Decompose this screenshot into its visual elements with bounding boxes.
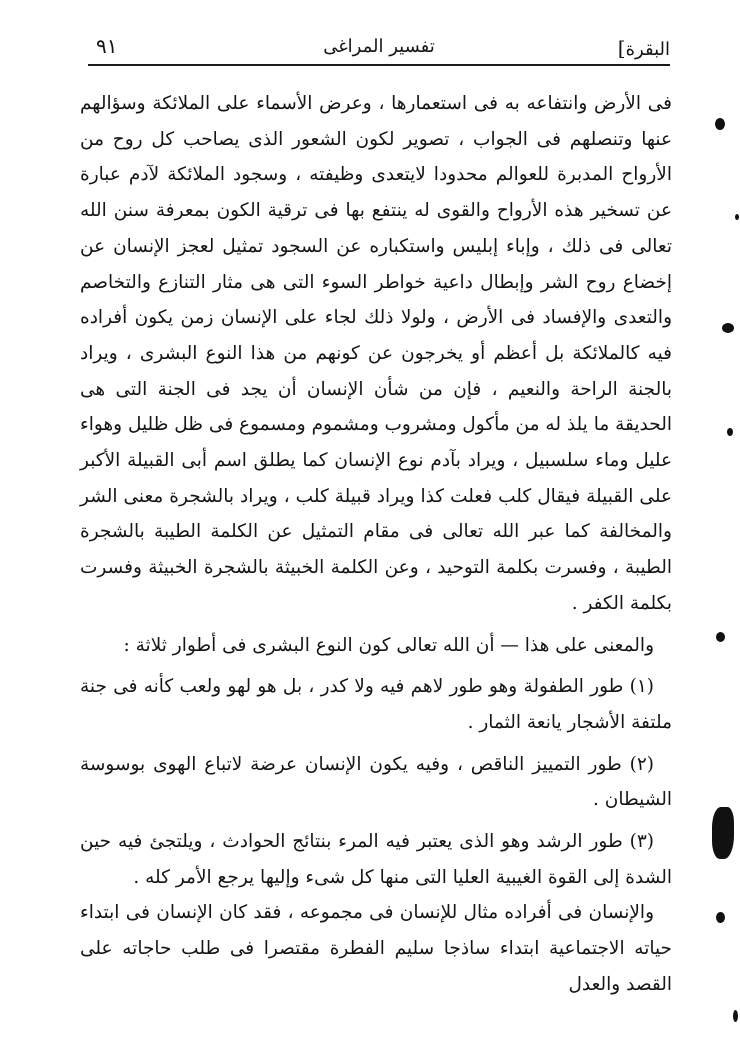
surah-name [618, 36, 670, 60]
surah-bracket: ] [617, 36, 626, 60]
scan-ink-blot [712, 807, 734, 859]
surah-label: البقرة [625, 39, 670, 60]
header-rule [88, 64, 670, 66]
scan-speck [727, 428, 733, 436]
paragraph-stage-2: (٢) طور التمييز الناقص ، وفيه يكون الإنسان عرضة لاتباع الهوى بوسوسة الشيطان . [80, 753, 672, 811]
page-header [88, 32, 670, 70]
paragraph-stage-1: (١) طور الطفولة وهو طور لاهم فيه ولا كدر ، بل هو لهو ولعب كأنه فى جنة ملتفة الأشجار يانعة الثمار . [80, 676, 672, 733]
scan-speck [733, 1010, 738, 1022]
paragraph-main: فى الأرض وانتفاعه به فى استعمارها ، وعرض الأسماء على الملائكة وسؤالهم عنها وتنصلهم فى الجواب ، تصوير لكون الشعور الذى يصاحب كل روح من الأرواح المدبرة للعوالم محدودا لايتعدى وظيفته ، وسجود الملائكة لآدم عبارة عن تسخير هذه الأرواح والقوى له ينتفع بها فى ترقية الكون بمعرفة سنن الله تعالى فى ذلك ، وإباء إبليس واستكباره عن السجود تمثيل لعجز الإنسان عن إخضاع روح الشر وإبطال داعية خواطر السوء التى هى مثار التنازع والتخاصم والتعدى والإفساد فى الأرض ، ولولا ذلك لجاء على الإنسان زمن يكون أفراده فيه كالملائكة بل أعظم أو يخرجون عن كونهم من هذا النوع البشرى ، ويراد بالجنة الراحة والنعيم ، فإن من شأن الإنسان أن يجد فى الجنة التى هى الحديقة ما يلذ له من مأكول ومشروب ومشموم ومسموع فى ظل ظليل وهواء عليل وماء سلسبيل ، ويراد بآدم نوع الإنسان كما يطلق اسم أبى القبيلة الأكبر على القبيلة فيقال كلب فعلت كذا ويراد قبيلة كلب ، ويراد بالشجرة معنى الشر والمخالفة كما عبر الله تعالى فى مقام التمثيل عن الكلمة الطيبة بالشجرة الطيبة ، وفسرت بكلمة التوحيد ، وعن الكلمة الخبيثة بالشجرة الخبيثة وفسرت بكلمة الكفر . [80, 93, 672, 614]
scan-speck [716, 632, 725, 642]
page-number: ٩١ [96, 34, 118, 58]
paragraph-intro: والمعنى على هذا — أن الله تعالى كون النوع البشرى فى أطوار ثلاثة : [123, 634, 654, 656]
scan-speck [722, 323, 734, 333]
scan-speck [716, 912, 725, 923]
paragraph-closing: والإنسان فى أفراده مثال للإنسان فى مجموعه ، فقد كان الإنسان فى ابتداء حياته الاجتماعية ابتداء ساذجا سليم الفطرة مقتصرا فى طلب حاجاته على القصد والعدل [80, 902, 672, 995]
body-text [80, 86, 672, 1003]
scan-speck [735, 214, 739, 220]
paragraph-stage-3: (٣) طور الرشد وهو الذى يعتبر فيه المرء بنتائج الحوادث ، ويلتجئ فيه حين الشدة إلى القوة الغيبية العليا التى منها كل شىء وإليها يرجع الأمر كله . [80, 831, 672, 888]
book-title: تفسير المراغى [323, 36, 435, 57]
scan-speck [715, 118, 725, 130]
